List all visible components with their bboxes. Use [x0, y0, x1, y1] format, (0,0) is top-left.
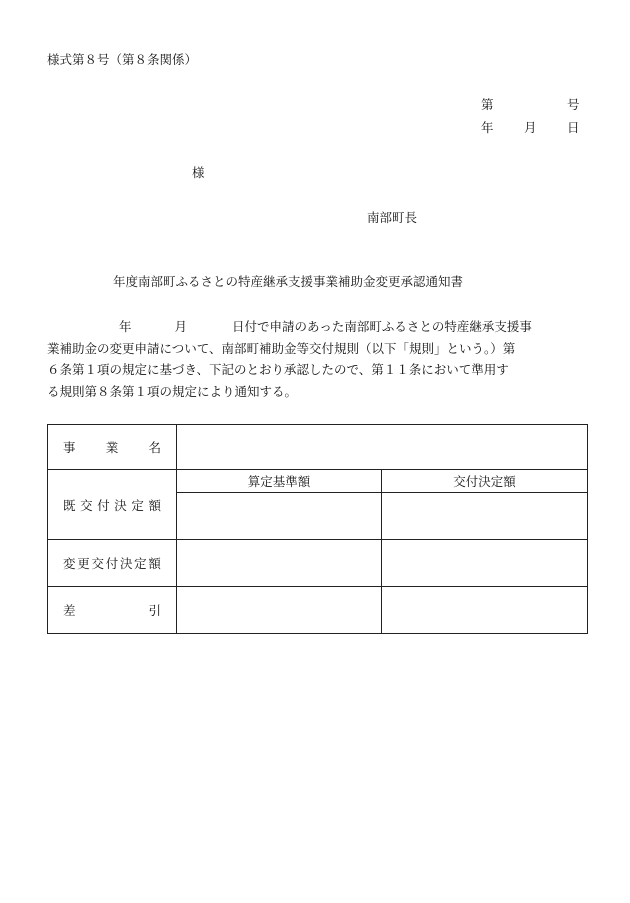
body-line-1-text: 日付で申請のあった南部町ふるさとの特産継承支援事: [232, 319, 532, 334]
difference-standard-value[interactable]: [177, 587, 382, 634]
body-text: [47, 316, 587, 402]
difference-row: [48, 587, 588, 634]
existing-grant-value[interactable]: [382, 493, 588, 540]
date-month-label: 月: [524, 120, 537, 135]
difference-label: 差 引: [48, 587, 177, 634]
document-number-suffix: 号: [567, 97, 580, 112]
body-line-2: 業補助金の変更申請について、南部町補助金等交付規則（以下「規則」という。）第: [47, 340, 516, 356]
project-name-value[interactable]: [177, 425, 588, 470]
changed-standard-value[interactable]: [177, 540, 382, 587]
body-line-1: [47, 316, 587, 338]
project-name-label: 事 業 名: [48, 425, 177, 470]
changed-row: [48, 540, 588, 587]
project-name-row: [48, 425, 588, 470]
addressee-honorific: 様: [192, 165, 205, 180]
body-line-4: る規則第８条第１項の規定により通知する。: [47, 383, 298, 399]
existing-standard-value[interactable]: [177, 493, 382, 540]
body-line-3: ６条第１項の規定に基づき、下記のとおり承認したので、第１１条において準用す: [47, 362, 509, 377]
col-grant-amount: 交付決定額: [382, 470, 588, 493]
form-number-label: 様式第８号（第８条関係）: [47, 52, 198, 67]
issuer-name: 南部町長: [367, 210, 418, 225]
existing-header-row: [48, 470, 588, 493]
document-number-prefix: 第: [481, 97, 494, 112]
document-title: 年度南部町ふるさとの特産継承支援事業補助金変更承認通知書: [113, 274, 464, 289]
date-year-label: 年: [481, 120, 494, 135]
amount-table: [47, 424, 588, 634]
difference-grant-value[interactable]: [382, 587, 588, 634]
existing-grant-label: 既 交 付 決 定 額: [48, 470, 177, 540]
body-year: 年: [119, 319, 132, 334]
body-month: 月: [174, 319, 188, 334]
date-day-label: 日: [567, 120, 580, 135]
changed-grant-value[interactable]: [382, 540, 588, 587]
col-standard-amount: 算定基準額: [177, 470, 382, 493]
changed-grant-label: 変 更 交 付 決 定 額: [48, 540, 177, 587]
